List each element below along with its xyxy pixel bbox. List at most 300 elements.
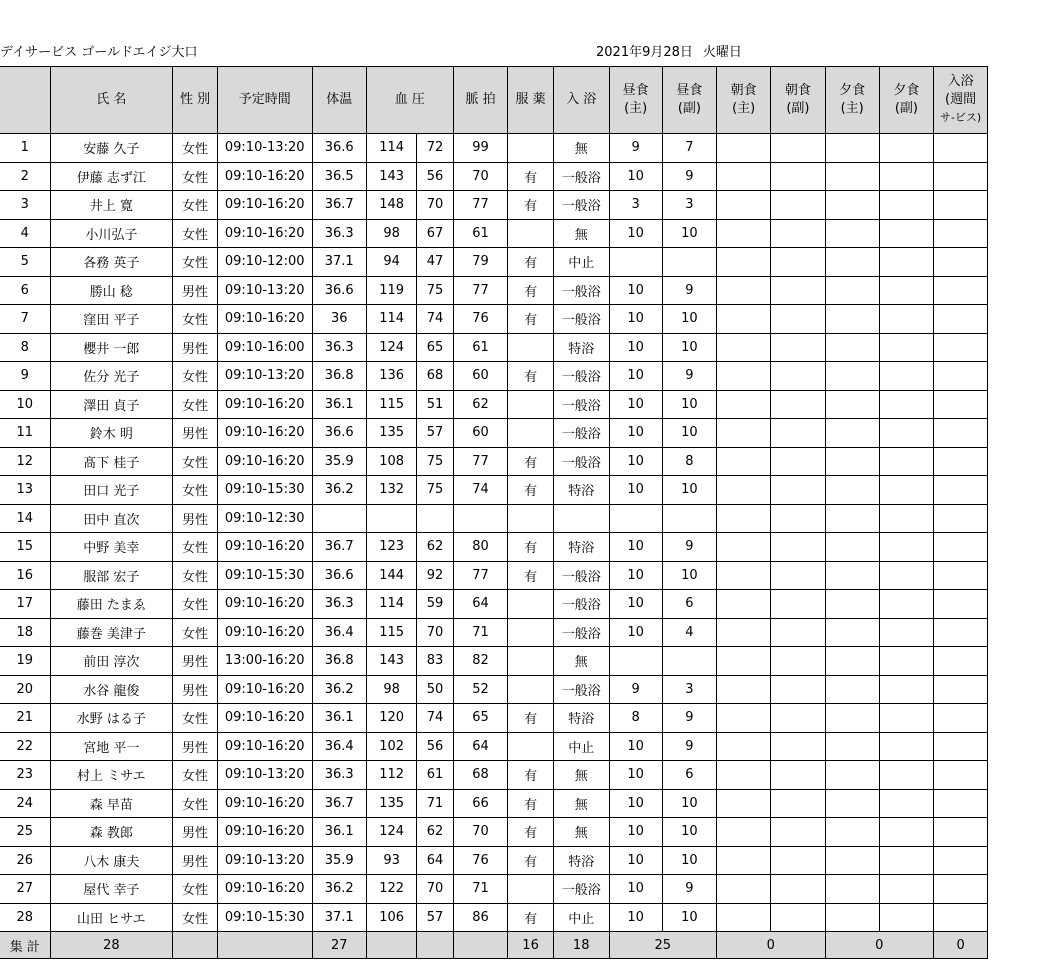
cell-lunch-main: 10 — [609, 903, 662, 932]
cell-pulse: 77 — [453, 561, 507, 590]
cell-dinner-side — [879, 419, 933, 448]
cell-resident-name: 各務 英子 — [50, 248, 173, 277]
cell-dinner-main — [825, 675, 879, 704]
daily-record-table — [0, 66, 1041, 959]
cell-lunch-side: 4 — [662, 618, 716, 647]
cell-sex: 女性 — [173, 590, 218, 619]
cell-breakfast-side — [771, 590, 825, 619]
cell-bathing: 特浴 — [553, 333, 609, 362]
cell-pulse: 70 — [453, 162, 507, 191]
cell-row-number: 4 — [0, 219, 50, 248]
cell-bp-diastolic: 67 — [417, 219, 454, 248]
cell-scheduled-time: 09:10-16:00 — [217, 333, 312, 362]
cell-medication: 有 — [508, 761, 554, 790]
cell-dinner-main — [825, 903, 879, 932]
cell-body-temperature: 36.7 — [312, 533, 366, 562]
cell-body-temperature: 36.3 — [312, 761, 366, 790]
cell-resident-name: 藤田 たまゑ — [50, 590, 173, 619]
cell-scheduled-time: 09:10-13:20 — [217, 362, 312, 391]
cell-bp-diastolic: 50 — [417, 675, 454, 704]
cell-breakfast-side — [771, 675, 825, 704]
cell-lunch-main: 10 — [609, 390, 662, 419]
cell-bp-diastolic: 68 — [417, 362, 454, 391]
cell-medication: 有 — [508, 561, 554, 590]
cell-body-temperature: 36.4 — [312, 618, 366, 647]
cell-lunch-main: 3 — [609, 191, 662, 220]
cell-lunch-side: 6 — [662, 761, 716, 790]
cell-breakfast-main — [717, 305, 771, 334]
cell-pulse: 71 — [453, 875, 507, 904]
cell-lunch-main: 10 — [609, 305, 662, 334]
cell-bp-diastolic — [417, 504, 454, 533]
cell-breakfast-side — [771, 903, 825, 932]
cell-bathing: 無 — [553, 134, 609, 163]
cell-breakfast-side — [771, 761, 825, 790]
cell-breakfast-main — [717, 362, 771, 391]
cell-lunch-main: 9 — [609, 134, 662, 163]
header-row — [0, 67, 1041, 134]
cell-row-number: 27 — [0, 875, 50, 904]
cell-scheduled-time: 09:10-12:30 — [217, 504, 312, 533]
cell-weekly-bath — [934, 875, 988, 904]
cell-weekly-bath — [934, 504, 988, 533]
cell-resident-name: 服部 宏子 — [50, 561, 173, 590]
table-row — [0, 647, 1041, 676]
cell-bp-diastolic: 75 — [417, 276, 454, 305]
cell-lunch-main: 10 — [609, 761, 662, 790]
cell-sex: 女性 — [173, 533, 218, 562]
cell-breakfast-side — [771, 875, 825, 904]
table-row — [0, 789, 1041, 818]
cell-sex: 男性 — [173, 419, 218, 448]
table-row — [0, 362, 1041, 391]
cell-pulse: 82 — [453, 647, 507, 676]
cell-sex: 女性 — [173, 618, 218, 647]
col-breakfast-side-header — [771, 67, 825, 134]
cell-breakfast-side — [771, 276, 825, 305]
cell-bp-systolic: 98 — [366, 675, 416, 704]
cell-dinner-side — [879, 134, 933, 163]
cell-body-temperature: 35.9 — [312, 846, 366, 875]
cell-medication — [508, 419, 554, 448]
cell-dinner-main — [825, 362, 879, 391]
table-row — [0, 219, 1041, 248]
cell-medication: 有 — [508, 903, 554, 932]
weekday-text: 火曜日 — [702, 45, 742, 60]
cell-bp-diastolic: 83 — [417, 647, 454, 676]
cell-body-temperature: 36.1 — [312, 818, 366, 847]
cell-breakfast-side — [771, 362, 825, 391]
cell-scheduled-time: 09:10-13:20 — [217, 134, 312, 163]
cell-bp-diastolic: 51 — [417, 390, 454, 419]
cell-pulse: 62 — [453, 390, 507, 419]
cell-scheduled-time: 09:10-16:20 — [217, 162, 312, 191]
cell-dinner-main — [825, 305, 879, 334]
cell-bp-systolic: 102 — [366, 732, 416, 761]
cell-medication: 有 — [508, 846, 554, 875]
cell-pulse: 80 — [453, 533, 507, 562]
cell-dinner-side — [879, 362, 933, 391]
cell-weekly-bath — [934, 789, 988, 818]
cell-row-number: 17 — [0, 590, 50, 619]
cell-lunch-side: 9 — [662, 276, 716, 305]
totals-row — [0, 932, 1041, 959]
cell-bp-systolic: 93 — [366, 846, 416, 875]
cell-lunch-side: 10 — [662, 390, 716, 419]
cell-scheduled-time: 09:10-16:20 — [217, 219, 312, 248]
cell-body-temperature: 36.8 — [312, 362, 366, 391]
cell-lunch-main — [609, 504, 662, 533]
totals-breakfast-count: 0 — [717, 932, 826, 959]
table-row — [0, 846, 1041, 875]
cell-bp-diastolic: 74 — [417, 305, 454, 334]
cell-bp-systolic: 122 — [366, 875, 416, 904]
cell-sex: 女性 — [173, 476, 218, 505]
cell-dinner-side — [879, 219, 933, 248]
cell-bp-diastolic: 70 — [417, 618, 454, 647]
cell-bp-diastolic: 56 — [417, 732, 454, 761]
facility-name: デイサービス ゴールドエイジ大口 — [0, 45, 198, 60]
date-text: 2021年9月28日 — [596, 45, 693, 60]
cell-resident-name: 櫻井 一郎 — [50, 333, 173, 362]
cell-resident-name: 屋代 幸子 — [50, 875, 173, 904]
cell-breakfast-main — [717, 761, 771, 790]
cell-body-temperature: 36.8 — [312, 647, 366, 676]
cell-bp-systolic — [366, 504, 416, 533]
cell-bp-systolic: 144 — [366, 561, 416, 590]
cell-pulse: 74 — [453, 476, 507, 505]
cell-body-temperature: 37.1 — [312, 248, 366, 277]
cell-scheduled-time: 09:10-16:20 — [217, 533, 312, 562]
col-pulse-header: 脈 拍 — [453, 67, 507, 134]
cell-lunch-side: 3 — [662, 675, 716, 704]
cell-breakfast-main — [717, 704, 771, 733]
cell-dinner-main — [825, 647, 879, 676]
cell-pulse: 52 — [453, 675, 507, 704]
cell-dinner-side — [879, 618, 933, 647]
cell-pulse: 61 — [453, 219, 507, 248]
cell-bp-systolic: 120 — [366, 704, 416, 733]
cell-scheduled-time: 09:10-16:20 — [217, 732, 312, 761]
cell-resident-name: 山田 ヒサエ — [50, 903, 173, 932]
totals-schedule — [217, 932, 312, 959]
cell-bp-diastolic: 64 — [417, 846, 454, 875]
cell-row-number: 28 — [0, 903, 50, 932]
table-row — [0, 162, 1041, 191]
cell-lunch-side: 8 — [662, 447, 716, 476]
cell-breakfast-side — [771, 476, 825, 505]
cell-row-number: 19 — [0, 647, 50, 676]
table-row — [0, 818, 1041, 847]
cell-pulse: 64 — [453, 590, 507, 619]
cell-weekly-bath — [934, 704, 988, 733]
cell-pulse: 61 — [453, 333, 507, 362]
cell-pulse: 60 — [453, 419, 507, 448]
cell-breakfast-main — [717, 134, 771, 163]
cell-scheduled-time: 09:10-13:20 — [217, 276, 312, 305]
cell-breakfast-side — [771, 846, 825, 875]
cell-lunch-side: 6 — [662, 590, 716, 619]
cell-breakfast-main — [717, 903, 771, 932]
cell-dinner-main — [825, 704, 879, 733]
cell-lunch-side — [662, 248, 716, 277]
cell-lunch-main: 8 — [609, 704, 662, 733]
record-rows — [0, 134, 1041, 932]
cell-scheduled-time: 09:10-13:20 — [217, 761, 312, 790]
cell-bp-systolic: 148 — [366, 191, 416, 220]
cell-row-number: 16 — [0, 561, 50, 590]
cell-body-temperature: 36.7 — [312, 191, 366, 220]
breakfast-side-line1: 朝食 — [784, 83, 811, 98]
table-row — [0, 504, 1041, 533]
col-sex-header: 性 別 — [173, 67, 218, 134]
cell-breakfast-side — [771, 533, 825, 562]
cell-resident-name: 中野 美幸 — [50, 533, 173, 562]
cell-bp-diastolic: 70 — [417, 875, 454, 904]
cell-resident-name: 窪田 平子 — [50, 305, 173, 334]
cell-lunch-side — [662, 504, 716, 533]
cell-pulse — [453, 504, 507, 533]
cell-bp-diastolic: 70 — [417, 191, 454, 220]
cell-pulse: 77 — [453, 191, 507, 220]
cell-breakfast-main — [717, 162, 771, 191]
cell-row-number: 21 — [0, 704, 50, 733]
cell-dinner-main — [825, 818, 879, 847]
table-row — [0, 732, 1041, 761]
table-row — [0, 305, 1041, 334]
cell-medication: 有 — [508, 447, 554, 476]
cell-body-temperature: 36.6 — [312, 134, 366, 163]
cell-dinner-main — [825, 191, 879, 220]
cell-scheduled-time: 09:10-16:20 — [217, 419, 312, 448]
cell-dinner-main — [825, 248, 879, 277]
cell-breakfast-main — [717, 390, 771, 419]
totals-weekly-bath-count: 0 — [934, 932, 988, 959]
cell-body-temperature: 37.1 — [312, 903, 366, 932]
cell-resident-name: 水谷 龍俊 — [50, 675, 173, 704]
cell-body-temperature: 36.1 — [312, 704, 366, 733]
cell-weekly-bath — [934, 675, 988, 704]
cell-medication — [508, 333, 554, 362]
cell-resident-name: 小川弘子 — [50, 219, 173, 248]
cell-sex: 男性 — [173, 647, 218, 676]
cell-resident-name: 安藤 久子 — [50, 134, 173, 163]
cell-dinner-main — [825, 761, 879, 790]
table-row — [0, 875, 1041, 904]
cell-bathing: 一般浴 — [553, 590, 609, 619]
cell-bathing: 無 — [553, 761, 609, 790]
col-bath-header: 入 浴 — [553, 67, 609, 134]
cell-medication: 有 — [508, 191, 554, 220]
cell-breakfast-main — [717, 818, 771, 847]
cell-dinner-main — [825, 476, 879, 505]
cell-bp-diastolic: 61 — [417, 761, 454, 790]
cell-pulse: 77 — [453, 447, 507, 476]
cell-scheduled-time: 09:10-16:20 — [217, 875, 312, 904]
cell-dinner-side — [879, 533, 933, 562]
cell-medication: 有 — [508, 162, 554, 191]
cell-dinner-side — [879, 818, 933, 847]
cell-bp-systolic: 115 — [366, 618, 416, 647]
cell-medication: 有 — [508, 248, 554, 277]
cell-dinner-side — [879, 704, 933, 733]
cell-dinner-main — [825, 390, 879, 419]
report-date — [596, 41, 752, 60]
cell-scheduled-time: 09:10-16:20 — [217, 818, 312, 847]
cell-medication: 有 — [508, 362, 554, 391]
cell-bp-systolic: 143 — [366, 647, 416, 676]
cell-breakfast-main — [717, 276, 771, 305]
cell-breakfast-main — [717, 618, 771, 647]
cell-scheduled-time: 09:10-16:20 — [217, 447, 312, 476]
cell-bathing: 無 — [553, 647, 609, 676]
cell-lunch-main: 10 — [609, 789, 662, 818]
cell-medication — [508, 647, 554, 676]
cell-weekly-bath — [934, 419, 988, 448]
dinner-main-line1: 夕食 — [839, 83, 866, 98]
cell-lunch-side — [662, 647, 716, 676]
cell-pulse: 77 — [453, 276, 507, 305]
cell-resident-name: 勝山 稔 — [50, 276, 173, 305]
cell-sex: 女性 — [173, 305, 218, 334]
cell-dinner-main — [825, 533, 879, 562]
cell-lunch-main: 10 — [609, 162, 662, 191]
cell-body-temperature: 35.9 — [312, 447, 366, 476]
cell-sex: 女性 — [173, 761, 218, 790]
cell-lunch-side: 10 — [662, 305, 716, 334]
cell-dinner-side — [879, 191, 933, 220]
cell-medication: 有 — [508, 533, 554, 562]
cell-weekly-bath — [934, 305, 988, 334]
totals-lunch-count: 25 — [609, 932, 717, 959]
cell-weekly-bath — [934, 162, 988, 191]
cell-breakfast-side — [771, 162, 825, 191]
cell-lunch-main: 10 — [609, 533, 662, 562]
cell-dinner-side — [879, 504, 933, 533]
cell-weekly-bath — [934, 647, 988, 676]
cell-body-temperature: 36.3 — [312, 333, 366, 362]
cell-dinner-main — [825, 618, 879, 647]
cell-bathing: 一般浴 — [553, 419, 609, 448]
col-lunch-main-header — [609, 67, 662, 134]
table-row — [0, 675, 1041, 704]
cell-breakfast-side — [771, 732, 825, 761]
cell-lunch-main: 10 — [609, 818, 662, 847]
cell-breakfast-main — [717, 846, 771, 875]
cell-lunch-main: 10 — [609, 875, 662, 904]
weekly-bath-line1: 入浴 — [947, 74, 974, 89]
cell-scheduled-time: 09:10-16:20 — [217, 704, 312, 733]
cell-lunch-main: 9 — [609, 675, 662, 704]
cell-weekly-bath — [934, 903, 988, 932]
cell-bathing: 一般浴 — [553, 362, 609, 391]
cell-lunch-main — [609, 647, 662, 676]
col-no-header — [0, 67, 50, 134]
cell-weekly-bath — [934, 732, 988, 761]
cell-weekly-bath — [934, 761, 988, 790]
cell-lunch-main: 10 — [609, 846, 662, 875]
cell-bathing: 一般浴 — [553, 675, 609, 704]
cell-body-temperature — [312, 504, 366, 533]
cell-bp-diastolic: 74 — [417, 704, 454, 733]
cell-pulse: 66 — [453, 789, 507, 818]
cell-medication — [508, 504, 554, 533]
cell-weekly-bath — [934, 476, 988, 505]
cell-breakfast-main — [717, 419, 771, 448]
col-meds-header: 服 薬 — [508, 67, 554, 134]
cell-breakfast-side — [771, 333, 825, 362]
breakfast-side-line2: (副) — [786, 101, 810, 116]
cell-lunch-main: 10 — [609, 618, 662, 647]
lunch-side-line2: (副) — [677, 101, 701, 116]
cell-lunch-side: 9 — [662, 704, 716, 733]
cell-bathing: 無 — [553, 818, 609, 847]
cell-lunch-main: 10 — [609, 732, 662, 761]
cell-sex: 男性 — [173, 276, 218, 305]
cell-breakfast-side — [771, 134, 825, 163]
cell-dinner-main — [825, 846, 879, 875]
cell-dinner-side — [879, 561, 933, 590]
cell-bp-diastolic: 71 — [417, 789, 454, 818]
cell-sex: 女性 — [173, 390, 218, 419]
cell-medication: 有 — [508, 789, 554, 818]
cell-bathing: 一般浴 — [553, 162, 609, 191]
table-row — [0, 134, 1041, 163]
cell-row-number: 10 — [0, 390, 50, 419]
cell-breakfast-main — [717, 333, 771, 362]
cell-bp-systolic: 123 — [366, 533, 416, 562]
cell-weekly-bath — [934, 248, 988, 277]
cell-breakfast-main — [717, 647, 771, 676]
cell-breakfast-main — [717, 590, 771, 619]
cell-lunch-side: 9 — [662, 362, 716, 391]
cell-body-temperature: 36.6 — [312, 561, 366, 590]
cell-breakfast-side — [771, 191, 825, 220]
cell-bathing: 中止 — [553, 903, 609, 932]
cell-row-number: 15 — [0, 533, 50, 562]
dinner-side-line2: (副) — [894, 101, 918, 116]
cell-bathing: 特浴 — [553, 476, 609, 505]
cell-scheduled-time: 09:10-13:20 — [217, 846, 312, 875]
cell-bp-diastolic: 92 — [417, 561, 454, 590]
cell-breakfast-side — [771, 789, 825, 818]
cell-medication — [508, 134, 554, 163]
table-row — [0, 561, 1041, 590]
cell-weekly-bath — [934, 333, 988, 362]
cell-bathing: 無 — [553, 789, 609, 818]
cell-breakfast-side — [771, 618, 825, 647]
cell-dinner-side — [879, 732, 933, 761]
cell-body-temperature: 36.5 — [312, 162, 366, 191]
cell-bathing: 一般浴 — [553, 447, 609, 476]
cell-sex: 女性 — [173, 162, 218, 191]
cell-body-temperature: 36.4 — [312, 732, 366, 761]
cell-dinner-side — [879, 447, 933, 476]
cell-lunch-main: 10 — [609, 419, 662, 448]
cell-breakfast-side — [771, 647, 825, 676]
cell-resident-name: 田口 光子 — [50, 476, 173, 505]
cell-medication: 有 — [508, 305, 554, 334]
cell-dinner-main — [825, 419, 879, 448]
cell-weekly-bath — [934, 561, 988, 590]
cell-body-temperature: 36.2 — [312, 675, 366, 704]
cell-bathing: 特浴 — [553, 533, 609, 562]
cell-lunch-side: 10 — [662, 419, 716, 448]
cell-row-number: 13 — [0, 476, 50, 505]
cell-dinner-side — [879, 390, 933, 419]
cell-dinner-side — [879, 761, 933, 790]
cell-dinner-main — [825, 504, 879, 533]
